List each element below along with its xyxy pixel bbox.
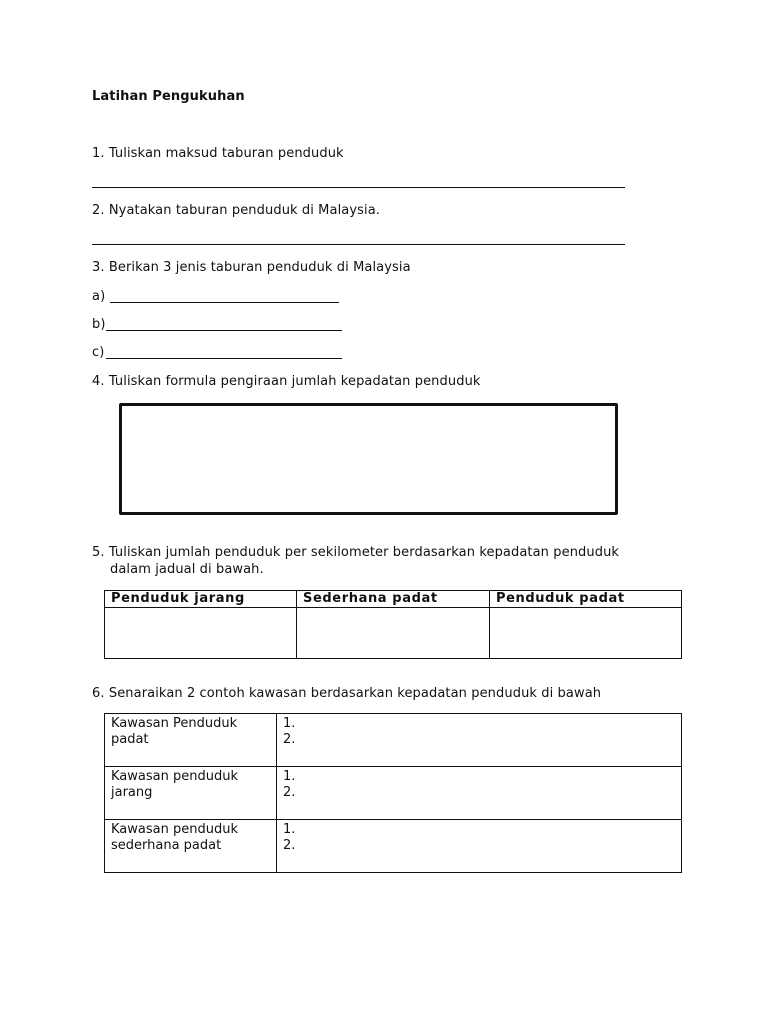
area-label-line-2: sederhana padat — [111, 838, 222, 853]
area-answer-2: 2. — [283, 732, 296, 747]
area-answer-2: 2. — [283, 838, 296, 853]
question-3-item-c-line[interactable] — [106, 358, 342, 359]
question-2: 2. Nyatakan taburan penduduk di Malaysia. — [92, 203, 381, 218]
density-cell-sederhana[interactable] — [297, 608, 490, 659]
area-answer-1: 1. — [283, 822, 296, 837]
density-table-answer-row — [105, 608, 682, 659]
question-3-item-c-label: c) — [92, 345, 105, 360]
area-label-line-2: jarang — [111, 785, 153, 800]
question-3-item-a-line[interactable] — [110, 302, 339, 303]
question-3-item-b-label: b) — [92, 317, 106, 332]
area-label-cell — [105, 767, 277, 820]
density-table — [104, 590, 682, 659]
area-row-sederhana — [105, 820, 682, 873]
density-cell-jarang[interactable] — [105, 608, 297, 659]
area-row-jarang — [105, 767, 682, 820]
area-answer-1: 1. — [283, 769, 296, 784]
density-cell-padat[interactable] — [490, 608, 682, 659]
question-2-answer-line[interactable] — [92, 244, 625, 245]
area-row-padat — [105, 714, 682, 767]
area-label-cell — [105, 820, 277, 873]
question-6: 6. Senaraikan 2 contoh kawasan berdasarkan kepadatan penduduk di bawah — [92, 686, 602, 701]
area-answer-cell[interactable] — [277, 767, 682, 820]
question-1: 1. Tuliskan maksud taburan penduduk — [92, 146, 344, 161]
formula-answer-box[interactable] — [119, 403, 618, 515]
density-header-sederhana: Sederhana padat — [297, 591, 490, 608]
question-3: 3. Berikan 3 jenis taburan penduduk di Malaysia — [92, 260, 411, 275]
question-3-item-b-line[interactable] — [106, 330, 342, 331]
question-5-line-2: dalam jadual di bawah. — [110, 562, 264, 577]
density-table-header-row — [105, 591, 682, 608]
area-label-line-2: padat — [111, 732, 149, 747]
area-answer-2: 2. — [283, 785, 296, 800]
density-header-padat: Penduduk padat — [490, 591, 682, 608]
area-answer-cell[interactable] — [277, 714, 682, 767]
question-4: 4. Tuliskan formula pengiraan jumlah kepadatan penduduk — [92, 374, 481, 389]
question-3-item-a-label: a) — [92, 289, 106, 304]
area-label-line-1: Kawasan penduduk — [111, 769, 238, 784]
question-5-line-1: 5. Tuliskan jumlah penduduk per sekilometer berdasarkan kepadatan penduduk — [92, 545, 620, 560]
area-label-line-1: Kawasan penduduk — [111, 822, 238, 837]
area-answer-cell[interactable] — [277, 820, 682, 873]
worksheet-title: Latihan Pengukuhan — [92, 89, 245, 104]
question-1-answer-line[interactable] — [92, 187, 625, 188]
area-answer-1: 1. — [283, 716, 296, 731]
area-label-line-1: Kawasan Penduduk — [111, 716, 238, 731]
density-header-jarang: Penduduk jarang — [105, 591, 297, 608]
area-examples-table — [104, 713, 682, 873]
area-label-cell — [105, 714, 277, 767]
